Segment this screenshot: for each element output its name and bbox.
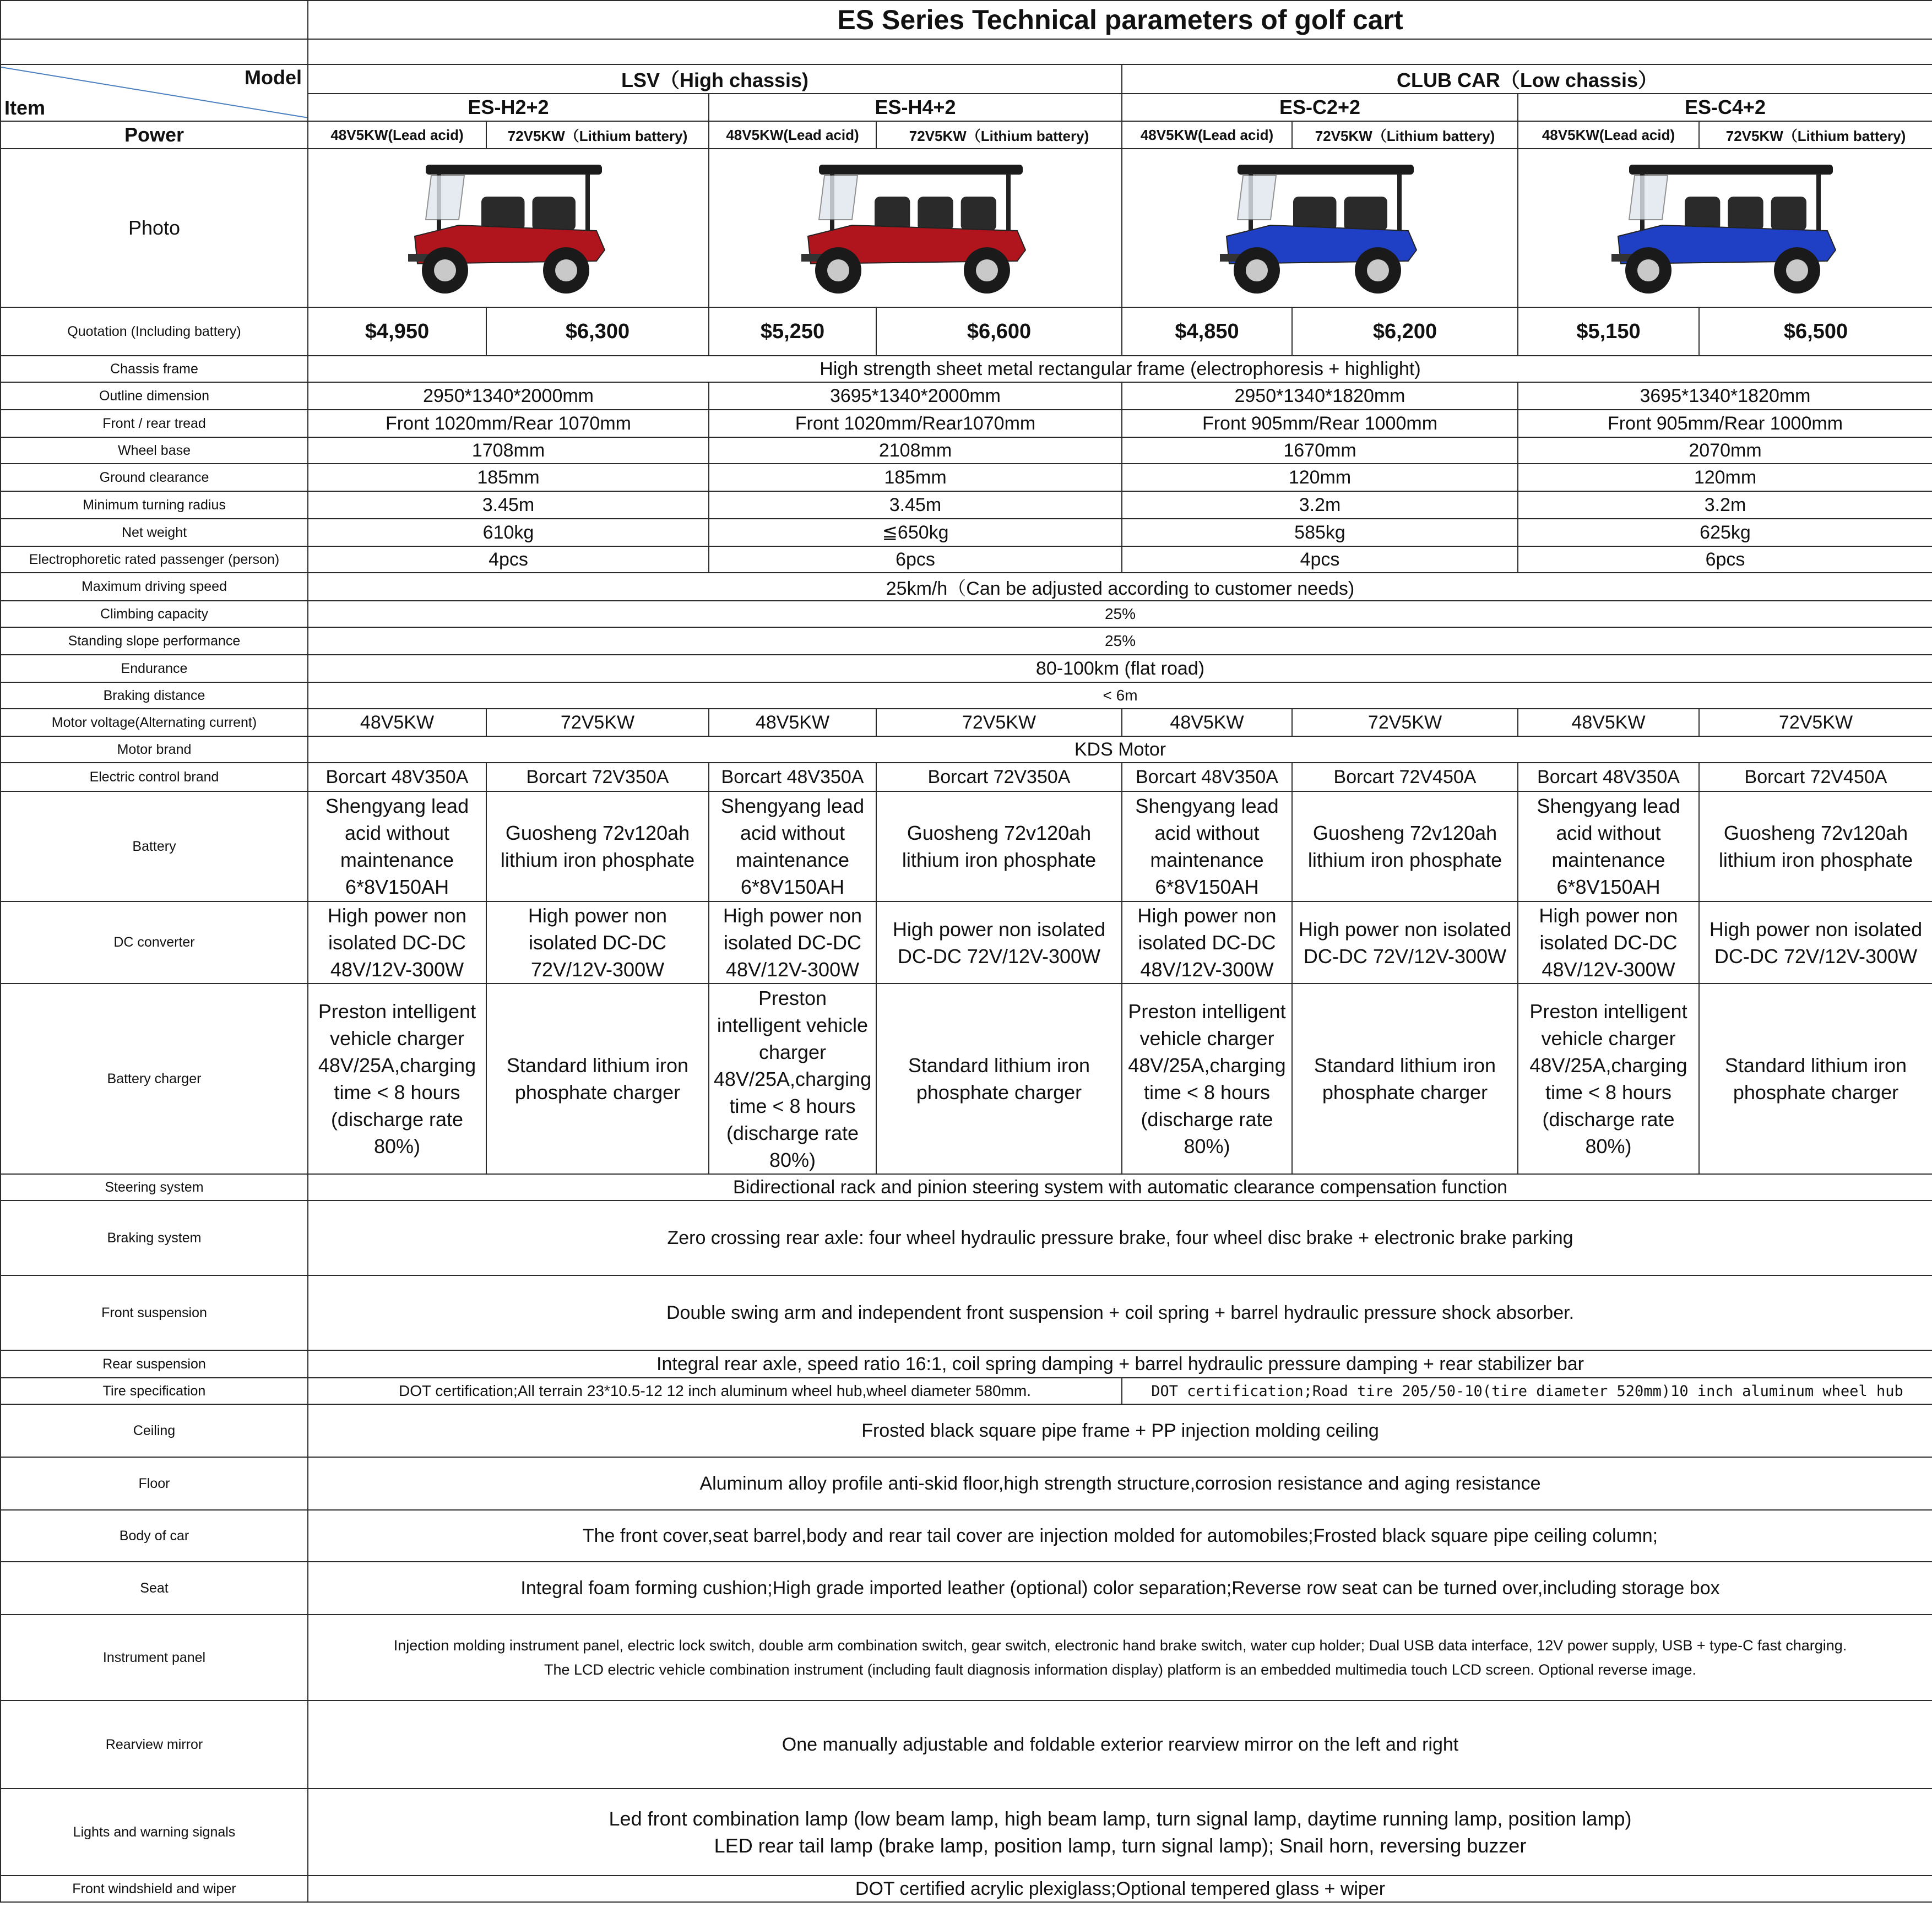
value-dc-lithium: High power non isolated DC-DC 72V/12V-300W <box>876 901 1122 984</box>
price-cell: $6,300 <box>486 307 709 356</box>
value-control-brand: Borcart 72V450A <box>1292 763 1518 791</box>
value-weight: 625kg <box>1518 519 1932 546</box>
power-lead: 48V5KW(Lead acid) <box>308 121 486 149</box>
value-dc-lead: High power non isolated DC-DC 48V/12V-300W <box>308 901 486 984</box>
value-control-brand: Borcart 48V350A <box>308 763 486 791</box>
value-control-brand: Borcart 72V350A <box>876 763 1122 791</box>
value-battery-lead: Shengyang lead acid without maintenance 6*8V150AH <box>709 791 876 901</box>
value-charger-lead: Preston intelligent vehicle charger 48V/25A,charging time < 8 hours (discharge rate 80%) <box>308 984 486 1174</box>
value-wheelbase: 1670mm <box>1122 437 1518 464</box>
value-charger-lithium: Standard lithium iron phosphate charger <box>1292 984 1518 1174</box>
value-dc-lithium: High power non isolated DC-DC 72V/12V-300W <box>486 901 709 984</box>
group-club-car: CLUB CAR（Low chassis） <box>1122 64 1932 94</box>
power-lead: 48V5KW(Lead acid) <box>1122 121 1292 149</box>
cart-photo-es-c2 <box>1122 149 1518 307</box>
value-dc-lead: High power non isolated DC-DC 48V/12V-300W <box>709 901 876 984</box>
value-dc-lead: High power non isolated DC-DC 48V/12V-300W <box>1518 901 1699 984</box>
value-body: The front cover,seat barrel,body and rear tail cover are injection molded for automobiles;Frosted black square pipe ceiling column; <box>308 1510 1932 1562</box>
value-motor-voltage: 48V5KW <box>1122 709 1292 736</box>
cart-seat <box>918 197 953 231</box>
value-braking: Zero crossing rear axle: four wheel hydraulic pressure brake, four wheel disc brake + electronic brake parking <box>308 1200 1932 1275</box>
row-label-dc: DC converter <box>1 901 308 984</box>
value-charger-lithium: Standard lithium iron phosphate charger <box>876 984 1122 1174</box>
value-motor-voltage: 72V5KW <box>876 709 1122 736</box>
cart-roof <box>1238 165 1414 175</box>
value-battery-lead: Shengyang lead acid without maintenance 6*8V150AH <box>1518 791 1699 901</box>
page-title: ES Series Technical parameters of golf cart <box>308 1 1932 39</box>
value-passenger: 6pcs <box>1518 546 1932 573</box>
value-control-brand: Borcart 48V350A <box>1518 763 1699 791</box>
value-passenger: 6pcs <box>709 546 1122 573</box>
value-control-brand: Borcart 72V450A <box>1699 763 1932 791</box>
model-name: ES-C4+2 <box>1518 94 1932 121</box>
row-label-lights: Lights and warning signals <box>1 1789 308 1876</box>
value-wheelbase: 2070mm <box>1518 437 1932 464</box>
value-lights: Led front combination lamp (low beam lamp, high beam lamp, turn signal lamp, daytime running lamp, position lamp) LED rear tail lamp (brake lamp, position lamp, turn signal lamp); Snail horn, reversing buzzer <box>308 1789 1932 1876</box>
row-label-motor-brand: Motor brand <box>1 736 308 763</box>
row-label-outline: Outline dimension <box>1 382 308 410</box>
row-label-speed: Maximum driving speed <box>1 573 308 601</box>
value-battery-lithium: Guosheng 72v120ah lithium iron phosphate <box>1699 791 1932 901</box>
photo-label: Photo <box>1 149 308 307</box>
value-control-brand: Borcart 48V350A <box>709 763 876 791</box>
cart-hub <box>1637 259 1659 281</box>
power-label: Power <box>1 121 308 149</box>
value-wheelbase: 1708mm <box>308 437 709 464</box>
value-outline: 2950*1340*2000mm <box>308 382 709 410</box>
power-lithium: 72V5KW（Lithium battery) <box>876 121 1122 149</box>
value-wheelbase: 2108mm <box>709 437 1122 464</box>
price-cell: $4,950 <box>308 307 486 356</box>
cart-hub <box>1786 259 1808 281</box>
value-tire-lsv: DOT certification;All terrain 23*10.5-12 12 inch aluminum wheel hub,wheel diameter 580mm. <box>308 1378 1122 1404</box>
value-battery-lead: Shengyang lead acid without maintenance 6*8V150AH <box>308 791 486 901</box>
value-floor: Aluminum alloy profile anti-skid floor,high strength structure,corrosion resistance and aging resistance <box>308 1457 1932 1510</box>
cart-hub <box>827 259 849 281</box>
value-dc-lithium: High power non isolated DC-DC 72V/12V-300W <box>1292 901 1518 984</box>
value-seat: Integral foam forming cushion;High grade imported leather (optional) color separation;Reverse row seat can be turned over,including storage box <box>308 1562 1932 1615</box>
value-charger-lead: Preston intelligent vehicle charger 48V/25A,charging time < 8 hours (discharge rate 80%) <box>1518 984 1699 1174</box>
value-slope: 25% <box>308 627 1932 655</box>
value-charger-lead: Preston intelligent vehicle charger 48V/25A,charging time < 8 hours (discharge rate 80%) <box>1122 984 1292 1174</box>
value-tread: Front 905mm/Rear 1000mm <box>1122 410 1518 437</box>
value-speed: 25km/h（Can be adjusted according to customer needs) <box>308 573 1932 601</box>
row-label-control-brand: Electric control brand <box>1 763 308 791</box>
quotation-label: Quotation (Including battery) <box>1 307 308 356</box>
power-lithium: 72V5KW（Lithium battery) <box>1292 121 1518 149</box>
cart-roof <box>819 165 1023 175</box>
value-motor-voltage: 72V5KW <box>1292 709 1518 736</box>
row-label-turning: Minimum turning radius <box>1 491 308 519</box>
row-label-battery: Battery <box>1 791 308 901</box>
row-label-tread: Front / rear tread <box>1 410 308 437</box>
value-motor-voltage: 72V5KW <box>486 709 709 736</box>
item-label: Item <box>4 96 46 119</box>
cart-seat <box>1344 197 1387 231</box>
value-outline: 3695*1340*1820mm <box>1518 382 1932 410</box>
cart-hub <box>434 259 456 281</box>
row-label-motor-voltage: Motor voltage(Alternating current) <box>1 709 308 736</box>
value-clearance: 120mm <box>1122 464 1518 491</box>
cart-seat <box>1293 197 1337 231</box>
title-corner <box>1 1 308 39</box>
value-battery-lithium: Guosheng 72v120ah lithium iron phosphate <box>486 791 709 901</box>
value-charger-lithium: Standard lithium iron phosphate charger <box>486 984 709 1174</box>
model-label: Model <box>245 66 302 89</box>
group-lsv: LSV（High chassis) <box>308 64 1122 94</box>
cart-seat <box>481 197 525 231</box>
row-label-braking: Braking system <box>1 1200 308 1275</box>
value-turning: 3.2m <box>1518 491 1932 519</box>
price-cell: $5,250 <box>709 307 876 356</box>
row-label-front-suspension: Front suspension <box>1 1275 308 1350</box>
value-turning: 3.45m <box>709 491 1122 519</box>
row-label-floor: Floor <box>1 1457 308 1510</box>
cart-seat <box>533 197 576 231</box>
value-ceiling: Frosted black square pipe frame + PP injection molding ceiling <box>308 1404 1932 1457</box>
value-motor-voltage: 72V5KW <box>1699 709 1932 736</box>
cart-seat <box>1771 197 1806 231</box>
cart-hub <box>1367 259 1389 281</box>
value-charger-lithium: Standard lithium iron phosphate charger <box>1699 984 1932 1174</box>
cart-photo-es-c4 <box>1518 149 1932 307</box>
power-lead: 48V5KW(Lead acid) <box>709 121 876 149</box>
row-label-braking-distance: Braking distance <box>1 682 308 709</box>
value-charger-lead: Preston intelligent vehicle charger 48V/25A,charging time < 8 hours (discharge rate 80%) <box>709 984 876 1174</box>
price-cell: $4,850 <box>1122 307 1292 356</box>
row-label-ceiling: Ceiling <box>1 1404 308 1457</box>
value-clearance: 185mm <box>308 464 709 491</box>
value-front-suspension: Double swing arm and independent front suspension + coil spring + barrel hydraulic pressure shock absorber. <box>308 1275 1932 1350</box>
model-name: ES-H2+2 <box>308 94 709 121</box>
value-control-brand: Borcart 72V350A <box>486 763 709 791</box>
value-climbing: 25% <box>308 601 1932 627</box>
model-name: ES-C2+2 <box>1122 94 1518 121</box>
cart-windshield <box>1629 176 1668 220</box>
value-mirror: One manually adjustable and foldable exterior rearview mirror on the left and right <box>308 1700 1932 1789</box>
cart-seat <box>1728 197 1763 231</box>
cart-hub <box>555 259 577 281</box>
value-turning: 3.45m <box>308 491 709 519</box>
row-label-seat: Seat <box>1 1562 308 1615</box>
value-turning: 3.2m <box>1122 491 1518 519</box>
power-lithium: 72V5KW（Lithium battery) <box>1699 121 1932 149</box>
row-label-wheelbase: Wheel base <box>1 437 308 464</box>
value-tread: Front 1020mm/Rear 1070mm <box>308 410 709 437</box>
row-label-weight: Net weight <box>1 519 308 546</box>
cart-post <box>1816 173 1821 240</box>
cart-seat <box>961 197 996 231</box>
row-label-slope: Standing slope performance <box>1 627 308 655</box>
row-label-passenger: Electrophoretic rated passenger (person) <box>1 546 308 573</box>
value-endurance: 80-100km (flat road) <box>308 655 1932 682</box>
value-weight: 610kg <box>308 519 709 546</box>
row-label-body: Body of car <box>1 1510 308 1562</box>
cart-windshield <box>819 176 858 220</box>
cart-roof <box>426 165 602 175</box>
value-battery-lithium: Guosheng 72v120ah lithium iron phosphate <box>1292 791 1518 901</box>
blank-cell <box>1 39 308 64</box>
price-cell: $6,500 <box>1699 307 1932 356</box>
row-label-clearance: Ground clearance <box>1 464 308 491</box>
value-control-brand: Borcart 48V350A <box>1122 763 1292 791</box>
power-lithium: 72V5KW（Lithium battery) <box>486 121 709 149</box>
value-windshield: DOT certified acrylic plexiglass;Optional tempered glass + wiper <box>308 1876 1932 1902</box>
value-passenger: 4pcs <box>308 546 709 573</box>
row-label-endurance: Endurance <box>1 655 308 682</box>
cart-post <box>1397 173 1402 240</box>
model-name: ES-H4+2 <box>709 94 1122 121</box>
value-motor-voltage: 48V5KW <box>1518 709 1699 736</box>
cart-windshield <box>426 176 464 220</box>
value-battery-lithium: Guosheng 72v120ah lithium iron phosphate <box>876 791 1122 901</box>
value-chassis: High strength sheet metal rectangular frame (electrophoresis + highlight) <box>308 356 1932 382</box>
value-motor-voltage: 48V5KW <box>308 709 486 736</box>
row-label-rear-suspension: Rear suspension <box>1 1350 308 1378</box>
price-cell: $6,600 <box>876 307 1122 356</box>
value-braking-distance: < 6m <box>308 682 1932 709</box>
value-motor-voltage: 48V5KW <box>709 709 876 736</box>
row-label-instrument: Instrument panel <box>1 1615 308 1700</box>
row-label-mirror: Rearview mirror <box>1 1700 308 1789</box>
value-outline: 3695*1340*2000mm <box>709 382 1122 410</box>
value-tread: Front 1020mm/Rear1070mm <box>709 410 1122 437</box>
value-dc-lead: High power non isolated DC-DC 48V/12V-300W <box>1122 901 1292 984</box>
value-battery-lead: Shengyang lead acid without maintenance 6*8V150AH <box>1122 791 1292 901</box>
value-motor-brand: KDS Motor <box>308 736 1932 763</box>
price-cell: $5,150 <box>1518 307 1699 356</box>
row-label-windshield: Front windshield and wiper <box>1 1876 308 1902</box>
value-clearance: 120mm <box>1518 464 1932 491</box>
cart-post <box>585 173 590 240</box>
row-label-climbing: Climbing capacity <box>1 601 308 627</box>
row-label-steering: Steering system <box>1 1174 308 1200</box>
cart-windshield <box>1238 176 1276 220</box>
value-dc-lithium: High power non isolated DC-DC 72V/12V-300W <box>1699 901 1932 984</box>
value-weight: 585kg <box>1122 519 1518 546</box>
blank-cell <box>308 39 1932 64</box>
value-outline: 2950*1340*1820mm <box>1122 382 1518 410</box>
value-steering: Bidirectional rack and pinion steering system with automatic clearance compensation function <box>308 1174 1932 1200</box>
price-cell: $6,200 <box>1292 307 1518 356</box>
cart-post <box>1006 173 1011 240</box>
value-passenger: 4pcs <box>1122 546 1518 573</box>
cart-hub <box>976 259 998 281</box>
power-lead: 48V5KW(Lead acid) <box>1518 121 1699 149</box>
value-tread: Front 905mm/Rear 1000mm <box>1518 410 1932 437</box>
cart-photo-es-h4 <box>709 149 1122 307</box>
cart-photo-es-h2 <box>308 149 709 307</box>
row-label-tire: Tire specification <box>1 1378 308 1404</box>
value-instrument: Injection molding instrument panel, electric lock switch, double arm combination switch, gear switch, electronic hand brake switch, water cup holder; Dual USB data interface, 12V power supply, USB + type-C fast charging. The LCD electric vehicle combination instrument (including fault diagnosis information display) platform is an embedded multimedia touch LCD screen. Optional reverse image. <box>308 1615 1932 1700</box>
value-rear-suspension: Integral rear axle, speed ratio 16:1, coil spring damping + barrel hydraulic pressure damping + rear stabilizer bar <box>308 1350 1932 1378</box>
row-label-charger: Battery charger <box>1 984 308 1174</box>
value-weight: ≦650kg <box>709 519 1122 546</box>
row-label-chassis: Chassis frame <box>1 356 308 382</box>
cart-hub <box>1246 259 1268 281</box>
value-clearance: 185mm <box>709 464 1122 491</box>
value-tire-club: DOT certification;Road tire 205/50-10(tire diameter 520mm)10 inch aluminum wheel hub <box>1122 1378 1932 1404</box>
model-item-header <box>1 64 308 121</box>
cart-roof <box>1629 165 1833 175</box>
